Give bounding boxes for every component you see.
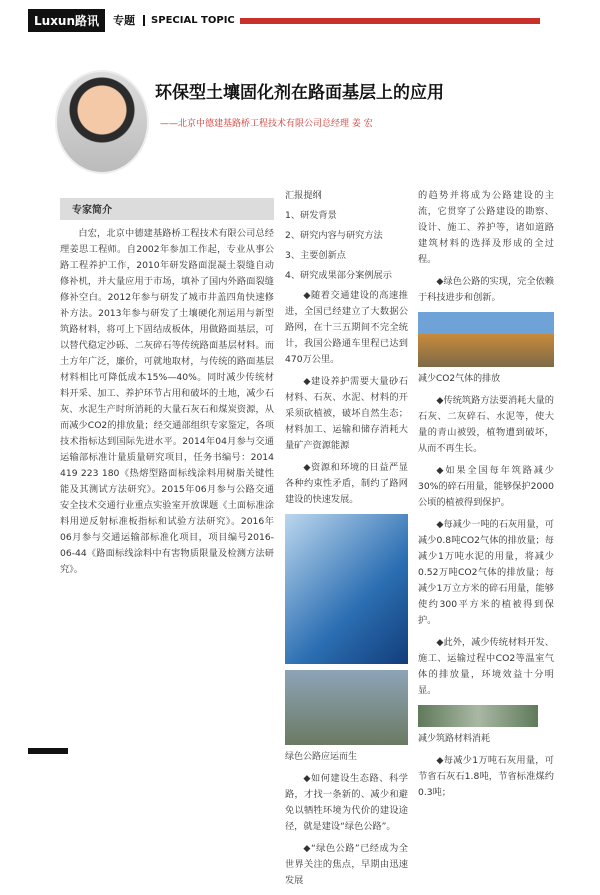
body-paragraph: ◆随着交通建设的高速推进，全国已经建立了大数据公路网，在十三五期间不完全统计，我国公路通车里程已达到470万公里。 (285, 290, 408, 365)
body-paragraph: ◆“绿色公路”已经成为全世界关注的焦点，早期由迅速发展 (285, 843, 408, 886)
body-paragraph: ◆传统筑路方法要消耗大量的石灰、二灰碎石、水泥等，使大量的青山被毁，植物遭到破坏，从而不再生长。 (418, 395, 554, 454)
body-paragraph: 的趋势并将成为公路建设的主流，它贯穿了公路建设的勘察、设计、施工、养护等，诸如道路建筑材料的选择及形成的全过程。 (418, 190, 554, 265)
outline-title: 汇报提纲 (285, 190, 322, 201)
body-paragraph: ◆资源和环境的日益严显各种约束性矛盾，制约了路网建设的快速发展。 (285, 462, 408, 505)
body-paragraph: ◆如果全国每年筑路减少30%的碎石用量，能够保护2000公顷的植被得到保护。 (418, 465, 554, 508)
intro-paragraph: 白宏，北京中德建基路桥工程技术有限公司总经理姜思工程师。自2002年参加工作起，专业从事公路工程养护工作，2010年研发路面混凝土裂缝自动修补机，并大量应用于市场，填补了国内外路面裂缝修补空白。2012年参与研发了城市井盖四角快速修补方法。2013年参与研发了土壤硬化剂运用与新型筑路材料，将可上下固结成板体，用做路面基层，可以替代稳定沙砾、二灰碎石等传统路面基层材料。而土方年广泛，廉价，可就地取材，与传统的路面基层材料相比可降低成本15%—40%。同时减少传统材料开采、加工、养护环节占用和破坏的土地，减少石灰、水泥生产时所消耗的大量石灰石和煤炭资源，从而减少CO2的排放量；经交通部组织专家鉴定，各项技术指标达到国际先进水平。2014年04月参与交通运输部标准计量质量研究项目，任务书编号：2014 419 223 180《热熔型路面标线涂料用树脂关键性能及其测试方法研究》。2015年06月参与公路交通安全技术交通行业重点实验室开放课题《土面标准涂料用逆反射标准板指标和试验方法研究》。2016年06月参与交通运输部标准化项目，项目编号2016-06-44《路面标线涂料中有害物质限量及检测方法研究》。 (60, 228, 274, 575)
outline-item: 1、研发背景 (285, 210, 337, 221)
article-author: ——北京中德建基路桥工程技术有限公司总经理 姜 宏 (160, 119, 373, 129)
body-paragraph: ◆每减少1万吨石灰用量，可节省石灰石1.8吨，节省标准煤约0.3吨； (418, 755, 554, 798)
middle-column (285, 188, 408, 895)
body-paragraph: ◆建设养护需要大量砂石材料、石灰、水泥、材料的开采须砍植被，破坏自然生态；材料加工、运输和储存消耗大量矿产资源能源 (285, 376, 408, 451)
intro-heading: 专家简介 (72, 205, 112, 216)
image-caption: 减少CO2气体的排放 (418, 374, 501, 384)
body-paragraph: ◆此外，减少传统材料开发、施工、运输过程中CO2等温室气体的排放量，环境效益十分明显。 (418, 637, 554, 696)
footer-bar (28, 748, 68, 754)
section-label: 专题 (113, 14, 136, 27)
magazine-logo: Luxun路讯 (28, 9, 105, 32)
intro-column (60, 226, 274, 584)
outline (285, 188, 408, 284)
intro-heading-bar (60, 198, 274, 220)
outline-item: 3、主要创新点 (285, 250, 346, 261)
right-column (418, 188, 554, 807)
body-paragraph: ◆每减少一吨的石灰用量，可减少0.8吨CO2气体的排放量；每减少1万吨水泥的用量，将减少0.52万吨CO2气体的排放量；每减少1万立方米的碎石用量，能够使约300平方米的植被得到保护。 (418, 519, 554, 626)
landscape-photo (418, 705, 538, 727)
image-caption: 减少筑路材料消耗 (418, 734, 491, 744)
body-paragraph: ◆如何建设生态路、科学路，才找一条新的、减少和避免以牺牲环境为代价的建设途径，就是建设“绿色公路”。 (285, 773, 408, 832)
section-label-en: SPECIAL TOPIC (143, 15, 235, 26)
outline-item: 2、研究内容与研究方法 (285, 230, 383, 241)
china-map-image (285, 514, 408, 664)
header-accent-bar (240, 18, 540, 24)
road-site-photo (285, 670, 408, 745)
body-paragraph: ◆绿色公路的实现，完全依赖于科技进步和创新。 (418, 276, 554, 303)
image-caption: 绿色公路应运而生 (285, 752, 358, 762)
outline-item: 4、研究成果部分案例展示 (285, 270, 392, 281)
construction-photo (418, 312, 554, 367)
author-photo (55, 70, 149, 174)
article-title: 环保型土壤固化剂在路面基层上的应用 (155, 83, 444, 103)
magazine-header (28, 8, 235, 32)
